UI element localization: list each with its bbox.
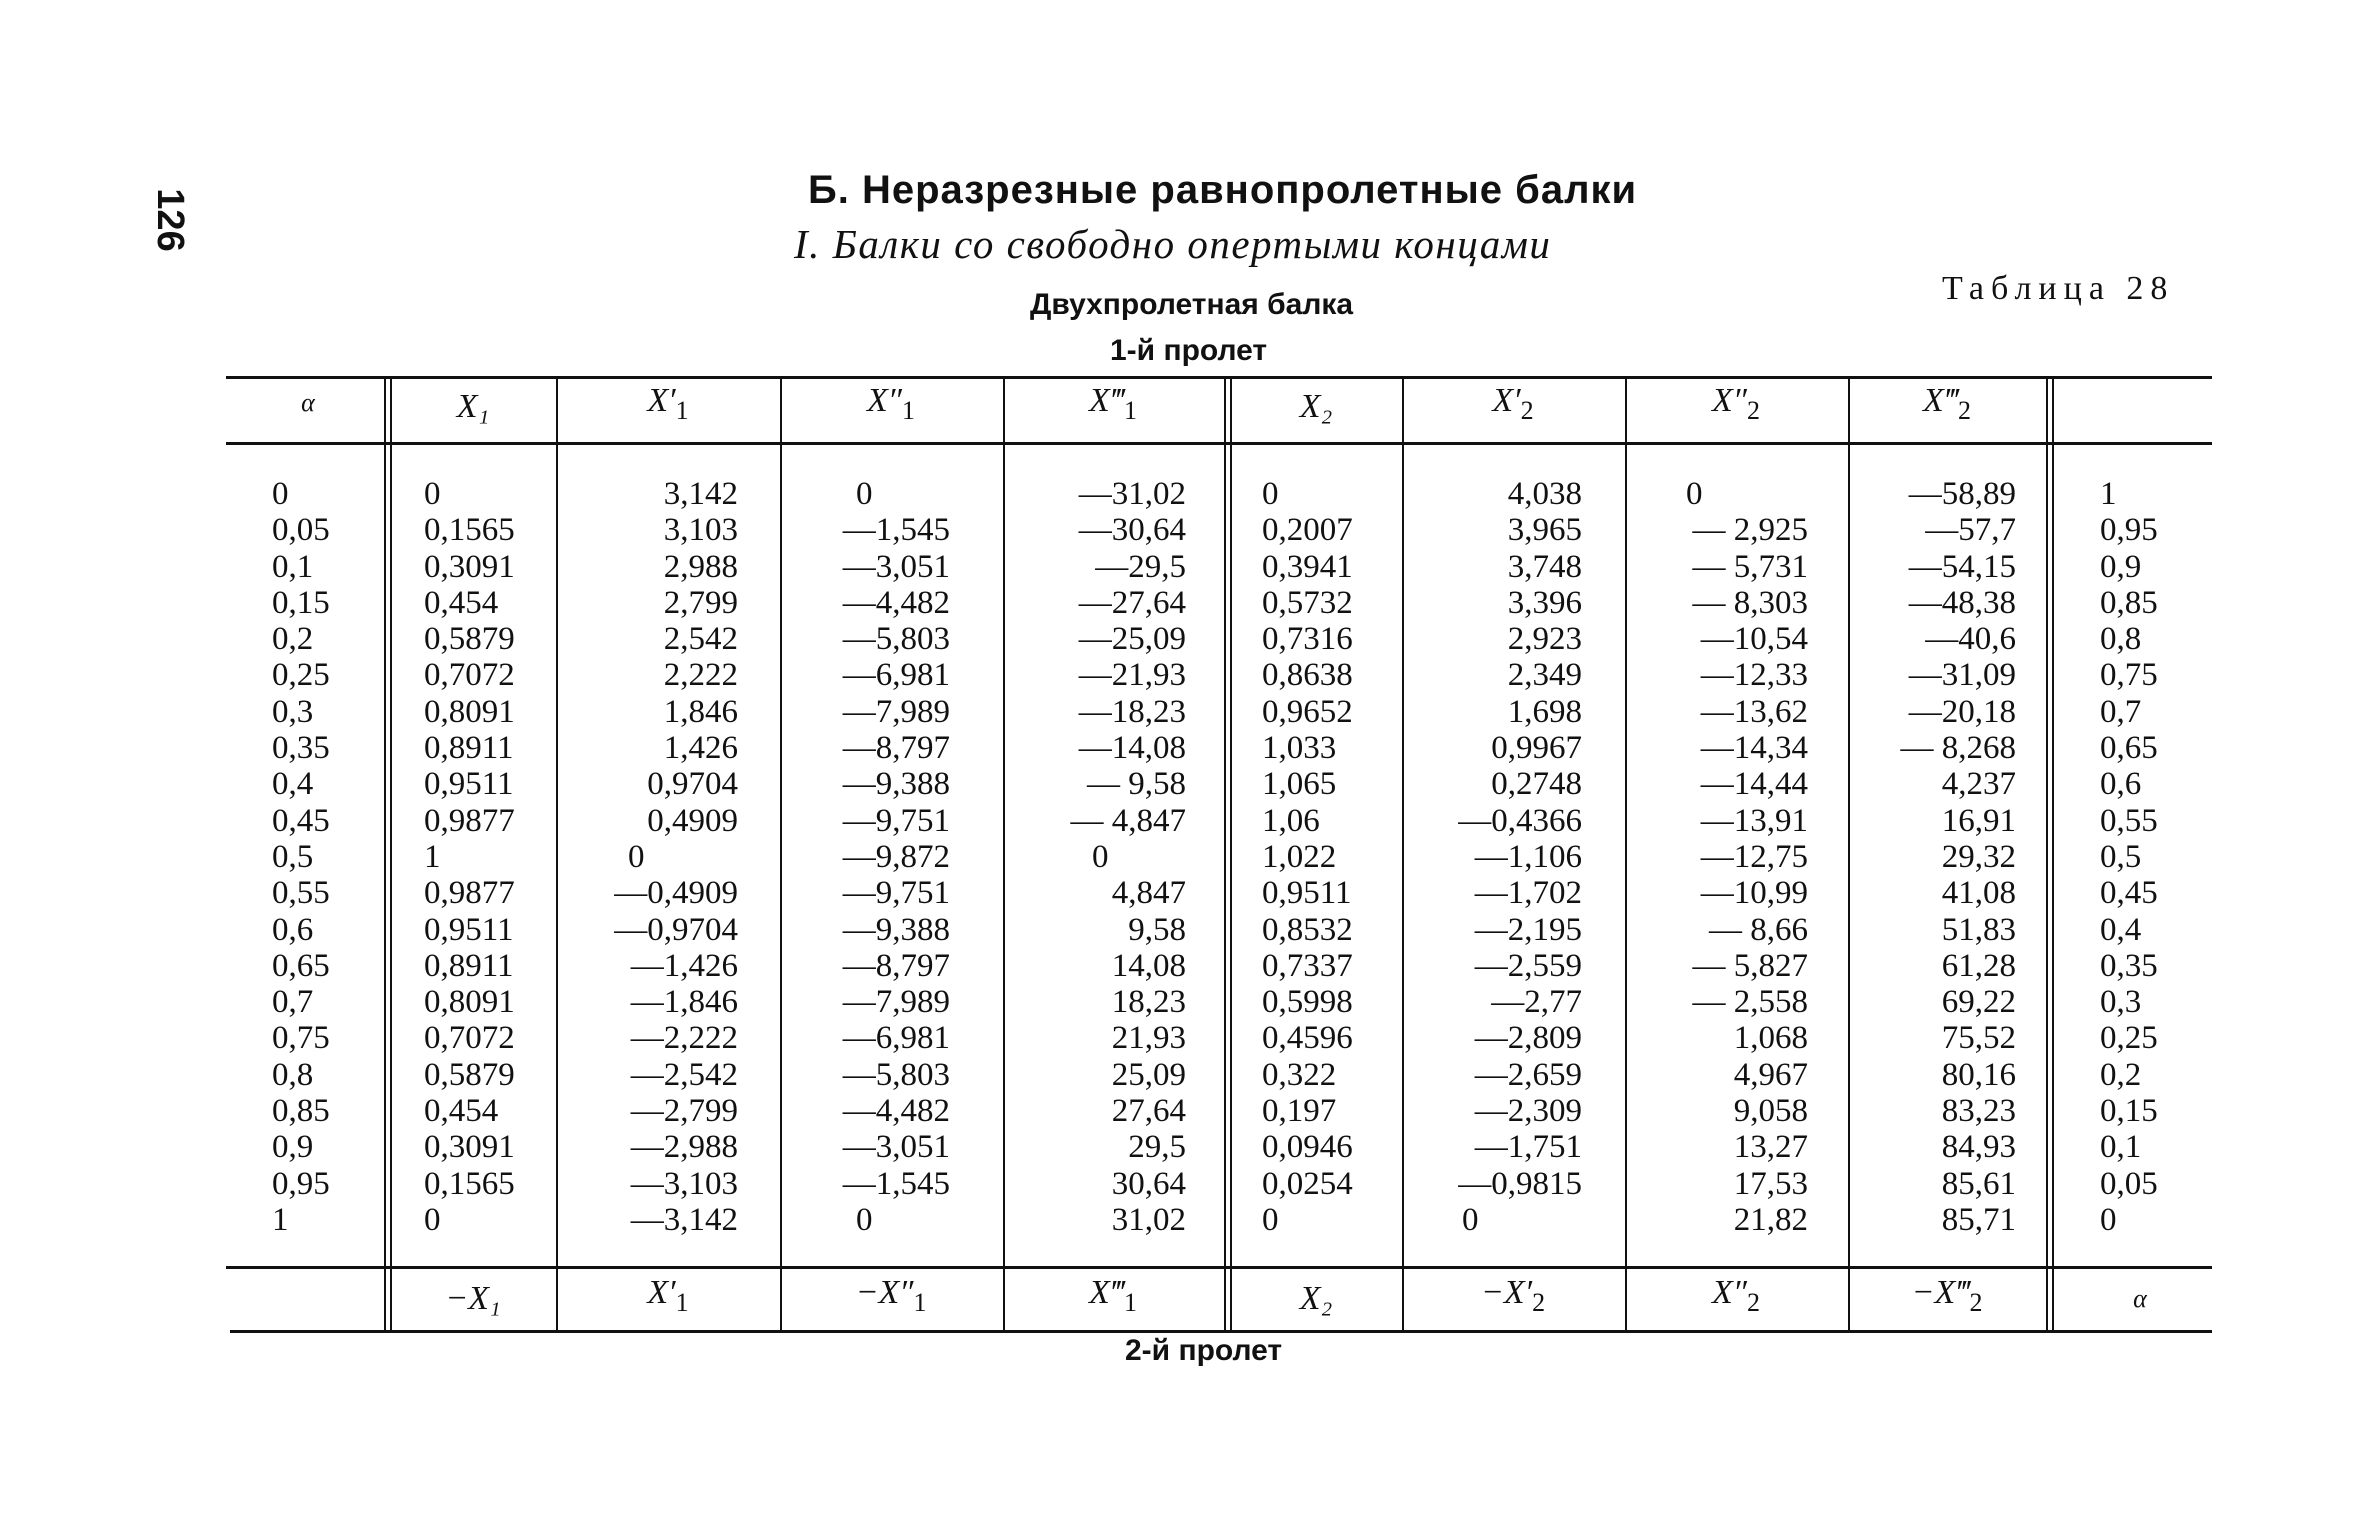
table-cell: 0,5732 <box>1262 584 1353 621</box>
table-cell: 0,454 <box>424 1093 499 1130</box>
column-x2-triple-prime <box>1856 476 2016 1238</box>
table-cell: —2,195 <box>1474 911 1582 948</box>
table-cell: —9,751 <box>842 875 950 912</box>
table-cell: 0,3 <box>2100 984 2142 1021</box>
table-cell: 41,08 <box>1941 875 2016 912</box>
table-cell: —0,9815 <box>1458 1165 1582 1202</box>
table-cell: 4,847 <box>1111 875 1186 912</box>
table-cell: —3,103 <box>630 1165 738 1202</box>
table-cell: 0,05 <box>272 512 330 549</box>
table-cell: 0,8091 <box>424 693 515 730</box>
table-cell: 0,5879 <box>424 621 515 658</box>
table-cell: —27,64 <box>1078 584 1186 621</box>
table-cell: 0,2 <box>2100 1056 2142 1093</box>
column-divider <box>556 378 558 1330</box>
table-cell: 0,5879 <box>424 1056 515 1093</box>
table-cell: —1,545 <box>842 1165 950 1202</box>
table-cell: 0,0946 <box>1262 1129 1353 1166</box>
table-cell: 2,542 <box>663 621 738 658</box>
table-cell: 0,4909 <box>647 802 738 839</box>
table-cell: 17,53 <box>1733 1165 1808 1202</box>
table-cell: 0,8 <box>272 1056 314 1093</box>
table-cell: 0,0254 <box>1262 1165 1353 1202</box>
table-cell: 0,05 <box>2100 1165 2158 1202</box>
table-cell: 80,16 <box>1941 1056 2016 1093</box>
table-cell: 3,396 <box>1507 584 1582 621</box>
column-divider <box>1402 378 1404 1330</box>
table-cell: 0,7 <box>272 984 314 1021</box>
column-divider <box>2052 378 2054 1330</box>
table-cell: —2,809 <box>1474 1020 1582 1057</box>
table-cell: — 8,66 <box>1709 911 1808 948</box>
table-cell: 0,7072 <box>424 1020 515 1057</box>
table-cell: —6,981 <box>842 1020 950 1057</box>
table-cell: 9,58 <box>1128 911 1186 948</box>
table-cell: 2,799 <box>663 584 738 621</box>
header-x2-double-prime: $X''_2$ <box>1712 382 1760 425</box>
table-cell: —31,02 <box>1078 476 1186 512</box>
table-cell: 0,45 <box>272 802 330 839</box>
table-cell: 0 <box>856 476 873 512</box>
table-cell: 1 <box>272 1201 289 1238</box>
column-x2 <box>1262 476 1382 1238</box>
table-cell: 3,965 <box>1507 512 1582 549</box>
table-cell: 0,65 <box>272 947 330 984</box>
table-cell: —5,803 <box>842 1056 950 1093</box>
table-cell: 0,2 <box>272 621 314 658</box>
table-cell: 0,454 <box>424 584 499 621</box>
table-cell: —2,659 <box>1474 1056 1582 1093</box>
table-cell: 29,5 <box>1128 1129 1186 1166</box>
table-cell: 0,3941 <box>1262 548 1353 585</box>
table-cell: —1,106 <box>1474 838 1582 875</box>
table-cell: 2,988 <box>663 548 738 585</box>
table-cell: — 5,731 <box>1692 548 1808 585</box>
table-cell: 0 <box>628 838 645 875</box>
table-cell: 0 <box>1092 838 1109 875</box>
table-cell: 0,35 <box>2100 947 2158 984</box>
table-cell: —1,426 <box>630 947 738 984</box>
table-cell: 83,23 <box>1941 1093 2016 1130</box>
table-cell: 3,748 <box>1507 548 1582 585</box>
table-cell: 0,1 <box>272 548 314 585</box>
table-cell: —1,751 <box>1474 1129 1582 1166</box>
table-title: Двухпролетная балка <box>1030 288 1354 321</box>
table-cell: 0,8911 <box>424 730 514 767</box>
table-cell: —40,6 <box>1925 621 2016 658</box>
table-cell: —6,981 <box>842 657 950 694</box>
table-cell: 0,9511 <box>424 911 514 948</box>
table-cell: 0,15 <box>272 584 330 621</box>
table-cell: 4,967 <box>1733 1056 1808 1093</box>
table-cell: 75,52 <box>1941 1020 2016 1057</box>
table-cell: 0,75 <box>2100 657 2158 694</box>
table-cell: — 2,925 <box>1692 512 1808 549</box>
table-cell: 0,75 <box>272 1020 330 1057</box>
footer-neg-x2-prime: $-X'_2$ <box>1480 1274 1546 1317</box>
table-cell: 0,85 <box>272 1093 330 1130</box>
table-cell: 25,09 <box>1111 1056 1186 1093</box>
table-cell: 0,8091 <box>424 984 515 1021</box>
table-cell: —57,7 <box>1925 512 2016 549</box>
footer-neg-x1: −X₁ <box>445 1280 501 1317</box>
column-divider <box>2046 378 2048 1330</box>
table-cell: 16,91 <box>1941 802 2016 839</box>
table-cell: —9,388 <box>842 766 950 803</box>
column-x2-prime <box>1410 476 1582 1238</box>
header-bottom-rule <box>226 442 2212 445</box>
table-cell: 0,9967 <box>1491 730 1582 767</box>
table-cell: 0,7072 <box>424 657 515 694</box>
table-cell: —5,803 <box>842 621 950 658</box>
table-cell: — 8,303 <box>1692 584 1808 621</box>
column-divider <box>1625 378 1627 1330</box>
table-cell: 0 <box>2100 1201 2117 1238</box>
table-cell: —14,44 <box>1700 766 1808 803</box>
table-cell: 0,8911 <box>424 947 514 984</box>
footer-alpha: α <box>2133 1284 2147 1313</box>
table-cell: —2,309 <box>1474 1093 1582 1130</box>
column-x1-triple-prime <box>1010 476 1186 1238</box>
column-divider <box>1224 378 1226 1330</box>
table-cell: 4,038 <box>1507 476 1582 512</box>
table-cell: 1,846 <box>663 693 738 730</box>
table-cell: —12,33 <box>1700 657 1808 694</box>
table-cell: —0,4909 <box>614 875 738 912</box>
table-cell: —31,09 <box>1908 657 2016 694</box>
column-divider <box>1848 378 1850 1330</box>
table-cell: 0,7337 <box>1262 947 1353 984</box>
table-cell: 0,4 <box>272 766 314 803</box>
table-cell: 1 <box>424 838 441 875</box>
table-cell: 0,8638 <box>1262 657 1353 694</box>
footer-x1-prime: $X'_1$ <box>647 1274 689 1317</box>
table-label: Таблица 28 <box>1942 270 2175 307</box>
table-cell: —4,482 <box>842 1093 950 1130</box>
table-cell: 2,923 <box>1507 621 1582 658</box>
footer-neg-x2-triple-prime: $-X‴_2$ <box>1911 1274 1983 1317</box>
table-cell: —1,545 <box>842 512 950 549</box>
table-cell: 18,23 <box>1111 984 1186 1021</box>
table-cell: 0 <box>272 476 289 512</box>
table-cell: 2,349 <box>1507 657 1582 694</box>
table-cell: 1,022 <box>1262 838 1337 875</box>
table-cell: 0,2007 <box>1262 512 1353 549</box>
table-cell: —4,482 <box>842 584 950 621</box>
table-cell: 0,45 <box>2100 875 2158 912</box>
column-alpha-reverse <box>2100 476 2200 1238</box>
table-cell: 0 <box>424 1201 441 1238</box>
table-cell: 0,65 <box>2100 730 2158 767</box>
table-cell: — 9,58 <box>1087 766 1186 803</box>
table-cell: 1,065 <box>1262 766 1337 803</box>
footer-x2-double-prime: $X''_2$ <box>1712 1274 1760 1317</box>
table-cell: 0,3091 <box>424 548 515 585</box>
table-cell: —25,09 <box>1078 621 1186 658</box>
table-cell: —9,872 <box>842 838 950 875</box>
column-x1-prime <box>566 476 738 1238</box>
table-cell: —10,99 <box>1700 875 1808 912</box>
table-bottom-rule <box>230 1330 2212 1333</box>
section-heading: Б. Неразрезные равнопролетные балки <box>808 168 1638 212</box>
page-number: 126 <box>149 188 192 252</box>
table-cell: 27,64 <box>1111 1093 1186 1130</box>
span-top-label: 1-й пролет <box>1110 334 1268 367</box>
table-cell: —29,5 <box>1095 548 1186 585</box>
table-cell: 0,1565 <box>424 1165 515 1202</box>
table-cell: 0,3 <box>272 693 314 730</box>
footer-x1-triple-prime: $X‴_1$ <box>1088 1274 1138 1317</box>
table-cell: 0,8 <box>2100 621 2142 658</box>
table-cell: 0,5998 <box>1262 984 1353 1021</box>
table-cell: —14,08 <box>1078 730 1186 767</box>
span-bottom-label: 2-й пролет <box>1125 1334 1283 1367</box>
table-cell: 0,6 <box>272 911 314 948</box>
column-divider <box>390 378 392 1330</box>
table-cell: —2,559 <box>1474 947 1582 984</box>
table-cell: —3,051 <box>842 1129 950 1166</box>
table-cell: —14,34 <box>1700 730 1808 767</box>
table-cell: — 2,558 <box>1692 984 1808 1021</box>
table-cell: —7,989 <box>842 984 950 1021</box>
table-cell: —3,051 <box>842 548 950 585</box>
body-bottom-rule <box>226 1266 2212 1269</box>
column-x1-double-prime <box>790 476 950 1238</box>
table-cell: 0 <box>1262 476 1279 512</box>
table-cell: 84,93 <box>1941 1129 2016 1166</box>
table-top-rule <box>226 376 2212 379</box>
column-divider <box>1003 378 1005 1330</box>
table-cell: — 5,827 <box>1692 947 1808 984</box>
table-cell: 1,698 <box>1507 693 1582 730</box>
table-cell: 1,068 <box>1733 1020 1808 1057</box>
table-cell: 0,6 <box>2100 766 2142 803</box>
table-cell: 0,7 <box>2100 693 2142 730</box>
table-cell: 0,4 <box>2100 911 2142 948</box>
column-alpha <box>272 476 372 1238</box>
table-cell: 4,237 <box>1941 766 2016 803</box>
table-cell: —8,797 <box>842 947 950 984</box>
table-cell: 51,83 <box>1941 911 2016 948</box>
table-cell: 0,95 <box>272 1165 330 1202</box>
column-divider <box>1230 378 1232 1330</box>
table-cell: 0,5 <box>272 838 314 875</box>
footer-x2: X₂ <box>1299 1280 1333 1317</box>
table-cell: 1,426 <box>663 730 738 767</box>
table-cell: —3,142 <box>630 1201 738 1238</box>
header-x2-triple-prime: $X‴_2$ <box>1922 382 1972 425</box>
table-cell: 0 <box>1686 476 1703 512</box>
table-cell: 29,32 <box>1941 838 2016 875</box>
table-cell: —10,54 <box>1700 621 1808 658</box>
table-cell: —13,62 <box>1700 693 1808 730</box>
table-cell: —9,388 <box>842 911 950 948</box>
table-cell: 1,06 <box>1262 802 1320 839</box>
table-cell: 2,222 <box>663 657 738 694</box>
header-x1: X₁ <box>456 388 490 425</box>
table-cell: 0,7316 <box>1262 621 1353 658</box>
table-cell: 21,82 <box>1733 1201 1808 1238</box>
table-cell: —54,15 <box>1908 548 2016 585</box>
table-cell: 0,1565 <box>424 512 515 549</box>
column-x1 <box>424 476 544 1238</box>
table-cell: 69,22 <box>1941 984 2016 1021</box>
table-cell: 9,058 <box>1733 1093 1808 1130</box>
table-cell: —0,4366 <box>1458 802 1582 839</box>
table-cell: 61,28 <box>1941 947 2016 984</box>
column-divider <box>780 378 782 1330</box>
table-cell: —12,75 <box>1700 838 1808 875</box>
table-cell: 21,93 <box>1111 1020 1186 1057</box>
table-cell: 0 <box>1462 1201 1479 1238</box>
table-cell: 0 <box>424 476 441 512</box>
table-cell: 0,9511 <box>1262 875 1352 912</box>
table-cell: —18,23 <box>1078 693 1186 730</box>
table-cell: —8,797 <box>842 730 950 767</box>
table-cell: —20,18 <box>1908 693 2016 730</box>
table-cell: 0,25 <box>2100 1020 2158 1057</box>
table-cell: —2,542 <box>630 1056 738 1093</box>
table-cell: 0,9 <box>272 1129 314 1166</box>
table-cell: —2,988 <box>630 1129 738 1166</box>
table-cell: 85,61 <box>1941 1165 2016 1202</box>
table-cell: 0,35 <box>272 730 330 767</box>
table-cell: —13,91 <box>1700 802 1808 839</box>
table-cell: 0,25 <box>272 657 330 694</box>
table-cell: 0,9 <box>2100 548 2142 585</box>
table-cell: 0,197 <box>1262 1093 1337 1130</box>
table-cell: 0,9877 <box>424 802 515 839</box>
table-cell: 0,8532 <box>1262 911 1353 948</box>
header-x1-triple-prime: $X‴_1$ <box>1088 382 1138 425</box>
table-cell: 0,9511 <box>424 766 514 803</box>
table-cell: 3,142 <box>663 476 738 512</box>
table-cell: 0,55 <box>272 875 330 912</box>
table-cell: —58,89 <box>1908 476 2016 512</box>
table-cell: 1 <box>2100 476 2117 512</box>
table-cell: 0,15 <box>2100 1093 2158 1130</box>
table-cell: 0,4596 <box>1262 1020 1353 1057</box>
table-cell: —2,799 <box>630 1093 738 1130</box>
header-x2-prime: $X'_2$ <box>1492 382 1534 425</box>
table-cell: 0,55 <box>2100 802 2158 839</box>
table-cell: —1,702 <box>1474 875 1582 912</box>
table-cell: —48,38 <box>1908 584 2016 621</box>
header-x1-double-prime: $X''_1$ <box>867 382 915 425</box>
table-cell: 1,033 <box>1262 730 1337 767</box>
footer-neg-x1-double-prime: $-X''_1$ <box>855 1274 927 1317</box>
table-cell: 0,95 <box>2100 512 2158 549</box>
table-cell: —9,751 <box>842 802 950 839</box>
table-cell: —1,846 <box>630 984 738 1021</box>
table-cell: 31,02 <box>1111 1201 1186 1238</box>
column-x2-double-prime <box>1636 476 1808 1238</box>
table-cell: 0 <box>1262 1201 1279 1238</box>
table-cell: 14,08 <box>1111 947 1186 984</box>
table-cell: 0,9704 <box>647 766 738 803</box>
table-cell: —0,9704 <box>614 911 738 948</box>
table-cell: 0,9877 <box>424 875 515 912</box>
table-cell: 0,85 <box>2100 584 2158 621</box>
table-cell: 0 <box>856 1201 873 1238</box>
subsection-heading: I. Балки со свободно опертыми концами <box>794 221 1552 267</box>
table-cell: —30,64 <box>1078 512 1186 549</box>
table-cell: 0,5 <box>2100 838 2142 875</box>
table-cell: 0,2748 <box>1491 766 1582 803</box>
table-cell: 3,103 <box>663 512 738 549</box>
table-cell: 30,64 <box>1111 1165 1186 1202</box>
table-cell: 0,9652 <box>1262 693 1353 730</box>
table-cell: 0,1 <box>2100 1129 2142 1166</box>
table-cell: 0,322 <box>1262 1056 1337 1093</box>
table-cell: 85,71 <box>1941 1201 2016 1238</box>
header-x1-prime: $X'_1$ <box>647 382 689 425</box>
table-cell: —7,989 <box>842 693 950 730</box>
header-alpha: α <box>301 388 315 417</box>
table-cell: — 8,268 <box>1900 730 2016 767</box>
table-cell: —21,93 <box>1078 657 1186 694</box>
table-cell: —2,222 <box>630 1020 738 1057</box>
table-cell: — 4,847 <box>1070 802 1186 839</box>
column-divider <box>384 378 386 1330</box>
table-cell: 13,27 <box>1733 1129 1808 1166</box>
table-cell: 0,3091 <box>424 1129 515 1166</box>
header-x2: X₂ <box>1299 388 1333 425</box>
table-cell: —2,77 <box>1491 984 1582 1021</box>
